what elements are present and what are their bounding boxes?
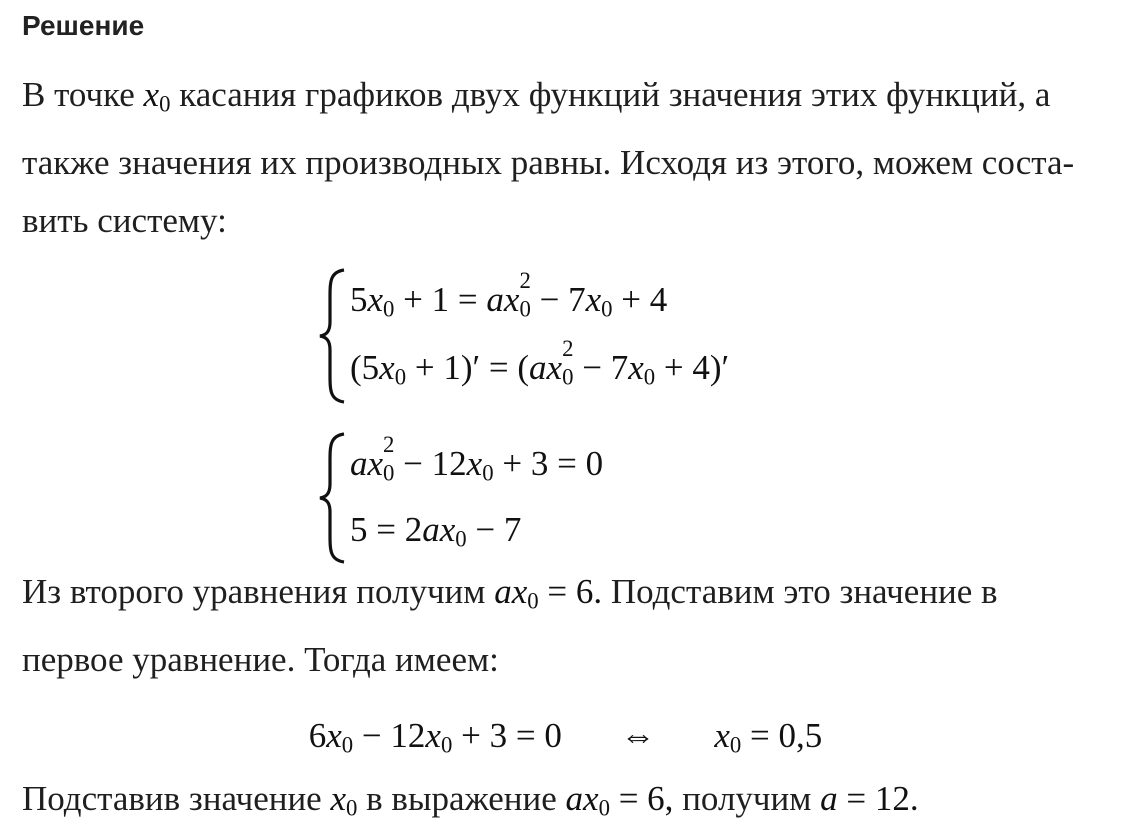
x0-inline: $x_0$ — [330, 779, 358, 821]
conclusion-paragraph — [22, 770, 1112, 838]
system-2-equation-1: ax 2 $0 - 12x_0 + 3 = 0$ — [350, 431, 604, 486]
intro-text: В точке — [22, 75, 135, 114]
intro-line-1 — [22, 66, 1112, 134]
final-equation: $6x_0 - 12x_0 + 3 = 0$ ⇔ $x_0 = 0,5$ — [308, 716, 823, 758]
x0-inline: $x_0$ — [143, 75, 171, 117]
conclusion-text: в выражение — [366, 779, 557, 818]
ax0-equals-6: $ax_0 = 6$, — [565, 779, 674, 821]
derivation-text: Подставим это значение в — [610, 572, 998, 611]
derivation-line-1 — [22, 563, 1112, 631]
system-1-equation-2: $(5x_0 + 1)' = (ax$ 2 $0 - 7x_0 + 4)'$ — [350, 335, 730, 390]
solution-heading: Решение — [22, 10, 145, 41]
ax0-equals-6: $ax_0 = 6$. — [494, 572, 603, 614]
derivation-line-2: первое уравнение. Тогда имеем: — [22, 639, 499, 679]
conclusion-text: Подставив значение — [22, 779, 322, 818]
derivation-paragraph — [22, 563, 1112, 689]
system-2-equation-2: $5 = 2ax_0 - 7$ — [350, 510, 522, 552]
iff-symbol: ⇔ — [620, 716, 656, 755]
intro-paragraph — [22, 66, 1112, 250]
intro-line-2: также значения их производных равны. Исходя из этого, можем соста- — [22, 142, 1075, 182]
intro-line-3: вить систему: — [22, 200, 227, 240]
left-brace-icon — [318, 268, 346, 404]
intro-text: касания графиков двух функций значения этих функций, а — [179, 75, 1051, 114]
left-brace-icon — [318, 432, 346, 564]
a-equals-12: a = 12. — [820, 779, 919, 818]
system-1-equation-1: $5x_0 + 1$ = ax 2 $0 - 7x_0 + 4$ — [350, 267, 668, 322]
conclusion-text: получим — [682, 779, 812, 818]
derivation-text: Из второго уравнения получим — [22, 572, 486, 611]
